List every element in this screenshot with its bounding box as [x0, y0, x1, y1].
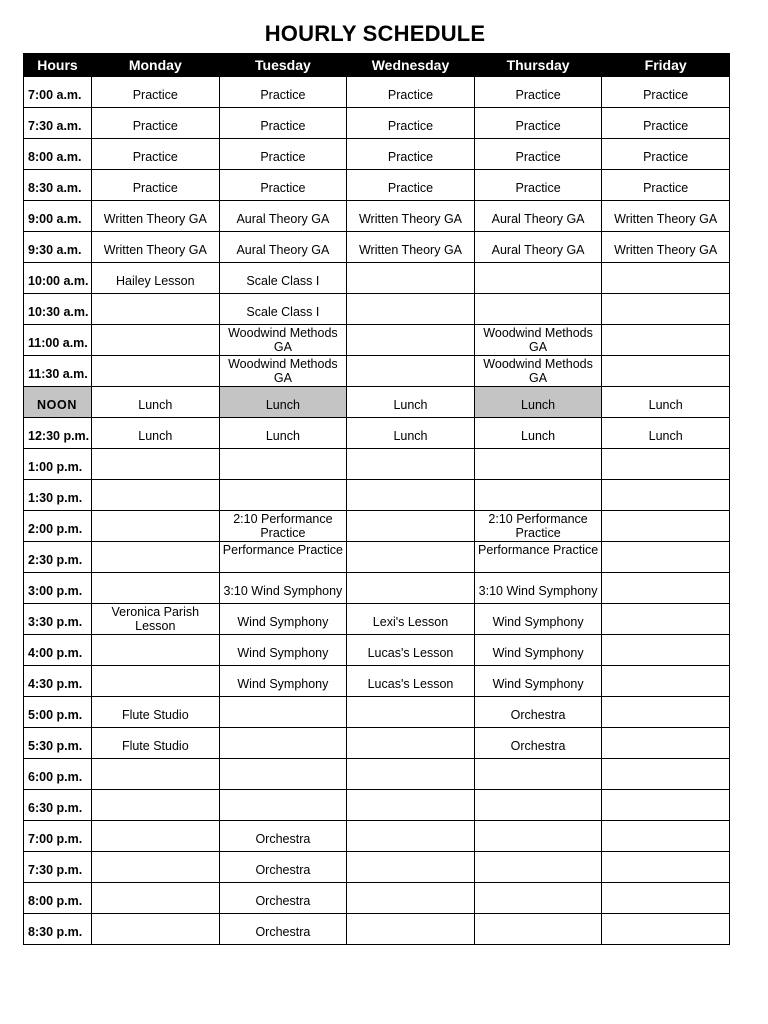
schedule-cell-monday — [92, 883, 220, 914]
schedule-cell-thursday: Practice — [474, 77, 602, 108]
hour-label: 2:00 p.m. — [24, 511, 92, 542]
schedule-body — [24, 77, 730, 945]
hour-label: 8:30 a.m. — [24, 170, 92, 201]
schedule-cell-thursday: Woodwind Methods GA — [474, 325, 602, 356]
schedule-cell-wednesday — [347, 263, 475, 294]
schedule-cell-tuesday: Orchestra — [219, 821, 347, 852]
schedule-cell-wednesday — [347, 852, 475, 883]
schedule-cell-monday — [92, 790, 220, 821]
schedule-cell-friday — [602, 821, 730, 852]
schedule-cell-monday — [92, 821, 220, 852]
hour-label: 7:30 p.m. — [24, 852, 92, 883]
hour-label: 1:00 p.m. — [24, 449, 92, 480]
table-row — [24, 666, 730, 697]
schedule-cell-thursday: Lunch — [474, 387, 602, 418]
schedule-cell-tuesday: Wind Symphony — [219, 635, 347, 666]
schedule-cell-friday: Written Theory GA — [602, 232, 730, 263]
schedule-cell-wednesday: Written Theory GA — [347, 232, 475, 263]
schedule-cell-tuesday: Orchestra — [219, 883, 347, 914]
schedule-cell-wednesday — [347, 511, 475, 542]
schedule-cell-monday: Lunch — [92, 387, 220, 418]
hour-label: 12:30 p.m. — [24, 418, 92, 449]
schedule-cell-friday — [602, 635, 730, 666]
schedule-cell-wednesday — [347, 821, 475, 852]
schedule-cell-tuesday: Practice — [219, 139, 347, 170]
schedule-cell-wednesday: Practice — [347, 108, 475, 139]
schedule-cell-friday — [602, 356, 730, 387]
table-row — [24, 821, 730, 852]
schedule-cell-wednesday — [347, 573, 475, 604]
schedule-cell-tuesday: Practice — [219, 170, 347, 201]
schedule-cell-monday — [92, 542, 220, 573]
schedule-cell-tuesday — [219, 449, 347, 480]
table-row — [24, 883, 730, 914]
schedule-cell-friday — [602, 542, 730, 573]
table-row — [24, 790, 730, 821]
schedule-cell-monday — [92, 325, 220, 356]
schedule-cell-friday — [602, 852, 730, 883]
schedule-table — [23, 53, 730, 945]
schedule-cell-tuesday: Aural Theory GA — [219, 201, 347, 232]
hour-label: 11:30 a.m. — [24, 356, 92, 387]
schedule-cell-tuesday: Scale Class I — [219, 294, 347, 325]
schedule-cell-thursday: Orchestra — [474, 728, 602, 759]
schedule-cell-friday — [602, 263, 730, 294]
schedule-cell-tuesday — [219, 759, 347, 790]
schedule-cell-monday — [92, 759, 220, 790]
table-row — [24, 108, 730, 139]
schedule-cell-friday — [602, 480, 730, 511]
schedule-cell-thursday — [474, 821, 602, 852]
schedule-cell-tuesday: Aural Theory GA — [219, 232, 347, 263]
schedule-cell-tuesday — [219, 697, 347, 728]
schedule-cell-thursday — [474, 263, 602, 294]
table-row — [24, 635, 730, 666]
schedule-cell-thursday — [474, 449, 602, 480]
table-row — [24, 201, 730, 232]
schedule-cell-friday: Practice — [602, 108, 730, 139]
schedule-cell-monday: Practice — [92, 170, 220, 201]
schedule-cell-monday: Veronica Parish Lesson — [92, 604, 220, 635]
schedule-cell-tuesday: Wind Symphony — [219, 604, 347, 635]
schedule-cell-thursday — [474, 759, 602, 790]
page-title: HOURLY SCHEDULE — [264, 21, 486, 46]
table-row — [24, 325, 730, 356]
schedule-cell-thursday — [474, 790, 602, 821]
schedule-cell-wednesday: Lexi's Lesson — [347, 604, 475, 635]
table-row — [24, 294, 730, 325]
schedule-cell-thursday: Performance Practice — [474, 542, 602, 573]
schedule-cell-wednesday: Practice — [347, 139, 475, 170]
schedule-cell-wednesday — [347, 542, 475, 573]
table-row — [24, 77, 730, 108]
schedule-cell-thursday: Lunch — [474, 418, 602, 449]
schedule-cell-tuesday: 2:10 Performance Practice — [219, 511, 347, 542]
hour-label: 5:30 p.m. — [24, 728, 92, 759]
schedule-cell-thursday: 2:10 Performance Practice — [474, 511, 602, 542]
schedule-header — [24, 54, 730, 77]
hour-label: 2:30 p.m. — [24, 542, 92, 573]
schedule-cell-tuesday: Woodwind Methods GA — [219, 356, 347, 387]
hour-label: 3:00 p.m. — [24, 573, 92, 604]
header-hours: Hours — [24, 54, 92, 77]
schedule-cell-wednesday — [347, 325, 475, 356]
schedule-cell-wednesday — [347, 728, 475, 759]
schedule-cell-tuesday: Practice — [219, 77, 347, 108]
table-row — [24, 387, 730, 418]
schedule-cell-friday — [602, 325, 730, 356]
header-thursday: Thursday — [474, 54, 602, 77]
hour-label: 7:30 a.m. — [24, 108, 92, 139]
hour-label: 5:00 p.m. — [24, 697, 92, 728]
schedule-cell-friday — [602, 511, 730, 542]
header-row — [24, 54, 730, 77]
table-row — [24, 852, 730, 883]
schedule-cell-friday: Lunch — [602, 387, 730, 418]
hour-label: 1:30 p.m. — [24, 480, 92, 511]
header-monday: Monday — [92, 54, 220, 77]
schedule-cell-tuesday: Wind Symphony — [219, 666, 347, 697]
table-row — [24, 139, 730, 170]
schedule-cell-thursday: Practice — [474, 108, 602, 139]
table-row — [24, 418, 730, 449]
schedule-cell-monday: Lunch — [92, 418, 220, 449]
schedule-cell-wednesday: Lucas's Lesson — [347, 635, 475, 666]
schedule-cell-monday: Flute Studio — [92, 697, 220, 728]
schedule-cell-friday — [602, 914, 730, 945]
schedule-cell-tuesday — [219, 790, 347, 821]
schedule-cell-monday — [92, 294, 220, 325]
hour-label: 9:00 a.m. — [24, 201, 92, 232]
schedule-cell-monday: Practice — [92, 77, 220, 108]
schedule-cell-wednesday — [347, 449, 475, 480]
table-row — [24, 759, 730, 790]
schedule-cell-thursday: Woodwind Methods GA — [474, 356, 602, 387]
table-row — [24, 356, 730, 387]
schedule-cell-wednesday: Practice — [347, 170, 475, 201]
schedule-cell-thursday — [474, 480, 602, 511]
schedule-cell-monday: Hailey Lesson — [92, 263, 220, 294]
schedule-cell-tuesday: Practice — [219, 108, 347, 139]
schedule-cell-monday: Practice — [92, 139, 220, 170]
hour-label: NOON — [24, 387, 92, 418]
schedule-cell-friday — [602, 449, 730, 480]
table-row — [24, 542, 730, 573]
schedule-cell-thursday: Practice — [474, 170, 602, 201]
schedule-cell-thursday — [474, 294, 602, 325]
schedule-cell-thursday: Wind Symphony — [474, 604, 602, 635]
schedule-cell-thursday: Aural Theory GA — [474, 232, 602, 263]
hour-label: 11:00 a.m. — [24, 325, 92, 356]
schedule-cell-monday — [92, 914, 220, 945]
hour-label: 4:00 p.m. — [24, 635, 92, 666]
hour-label: 3:30 p.m. — [24, 604, 92, 635]
table-row — [24, 511, 730, 542]
table-row — [24, 232, 730, 263]
schedule-cell-thursday: Wind Symphony — [474, 666, 602, 697]
hour-label: 10:00 a.m. — [24, 263, 92, 294]
table-row — [24, 604, 730, 635]
schedule-cell-wednesday: Written Theory GA — [347, 201, 475, 232]
table-row — [24, 914, 730, 945]
hour-label: 4:30 p.m. — [24, 666, 92, 697]
schedule-cell-wednesday — [347, 914, 475, 945]
header-tuesday: Tuesday — [219, 54, 347, 77]
schedule-cell-thursday — [474, 914, 602, 945]
table-row — [24, 728, 730, 759]
hour-label: 9:30 a.m. — [24, 232, 92, 263]
schedule-cell-tuesday: Scale Class I — [219, 263, 347, 294]
schedule-cell-thursday — [474, 883, 602, 914]
schedule-cell-monday — [92, 449, 220, 480]
schedule-cell-monday — [92, 852, 220, 883]
schedule-cell-monday — [92, 666, 220, 697]
schedule-cell-friday — [602, 573, 730, 604]
schedule-cell-friday — [602, 294, 730, 325]
schedule-cell-thursday — [474, 852, 602, 883]
schedule-cell-tuesday: 3:10 Wind Symphony — [219, 573, 347, 604]
schedule-cell-wednesday — [347, 480, 475, 511]
schedule-cell-friday — [602, 790, 730, 821]
header-wednesday: Wednesday — [347, 54, 475, 77]
schedule-cell-wednesday — [347, 759, 475, 790]
hour-label: 8:00 p.m. — [24, 883, 92, 914]
schedule-cell-tuesday — [219, 728, 347, 759]
schedule-cell-friday: Practice — [602, 170, 730, 201]
schedule-cell-friday: Practice — [602, 77, 730, 108]
schedule-cell-monday — [92, 356, 220, 387]
schedule-cell-wednesday — [347, 697, 475, 728]
table-row — [24, 263, 730, 294]
schedule-cell-wednesday — [347, 294, 475, 325]
schedule-cell-friday — [602, 697, 730, 728]
schedule-cell-thursday: Orchestra — [474, 697, 602, 728]
hour-label: 7:00 p.m. — [24, 821, 92, 852]
schedule-cell-wednesday — [347, 790, 475, 821]
schedule-cell-tuesday: Woodwind Methods GA — [219, 325, 347, 356]
schedule-cell-wednesday: Lucas's Lesson — [347, 666, 475, 697]
schedule-cell-friday — [602, 759, 730, 790]
schedule-cell-thursday: Aural Theory GA — [474, 201, 602, 232]
schedule-cell-wednesday: Lunch — [347, 387, 475, 418]
table-row — [24, 480, 730, 511]
schedule-cell-thursday: 3:10 Wind Symphony — [474, 573, 602, 604]
schedule-cell-friday — [602, 883, 730, 914]
schedule-cell-monday: Practice — [92, 108, 220, 139]
schedule-cell-tuesday: Performance Practice — [219, 542, 347, 573]
schedule-cell-monday: Written Theory GA — [92, 232, 220, 263]
schedule-cell-friday: Written Theory GA — [602, 201, 730, 232]
schedule-cell-monday — [92, 635, 220, 666]
schedule-cell-monday: Flute Studio — [92, 728, 220, 759]
hour-label: 8:00 a.m. — [24, 139, 92, 170]
schedule-cell-tuesday: Lunch — [219, 418, 347, 449]
schedule-cell-friday: Practice — [602, 139, 730, 170]
schedule-cell-monday: Written Theory GA — [92, 201, 220, 232]
schedule-cell-tuesday: Lunch — [219, 387, 347, 418]
hour-label: 6:30 p.m. — [24, 790, 92, 821]
schedule-cell-friday: Lunch — [602, 418, 730, 449]
schedule-cell-tuesday — [219, 480, 347, 511]
hour-label: 6:00 p.m. — [24, 759, 92, 790]
schedule-cell-wednesday: Lunch — [347, 418, 475, 449]
schedule-cell-wednesday — [347, 356, 475, 387]
schedule-cell-friday — [602, 604, 730, 635]
table-row — [24, 449, 730, 480]
schedule-cell-monday — [92, 573, 220, 604]
schedule-cell-wednesday: Practice — [347, 77, 475, 108]
schedule-cell-tuesday: Orchestra — [219, 914, 347, 945]
schedule-cell-thursday: Practice — [474, 139, 602, 170]
schedule-cell-monday — [92, 511, 220, 542]
hour-label: 8:30 p.m. — [24, 914, 92, 945]
hour-label: 7:00 a.m. — [24, 77, 92, 108]
header-friday: Friday — [602, 54, 730, 77]
hour-label: 10:30 a.m. — [24, 294, 92, 325]
schedule-cell-monday — [92, 480, 220, 511]
schedule-cell-friday — [602, 666, 730, 697]
schedule-cell-tuesday: Orchestra — [219, 852, 347, 883]
schedule-cell-wednesday — [347, 883, 475, 914]
table-row — [24, 573, 730, 604]
table-row — [24, 170, 730, 201]
schedule-cell-friday — [602, 728, 730, 759]
schedule-cell-thursday: Wind Symphony — [474, 635, 602, 666]
table-row — [24, 697, 730, 728]
